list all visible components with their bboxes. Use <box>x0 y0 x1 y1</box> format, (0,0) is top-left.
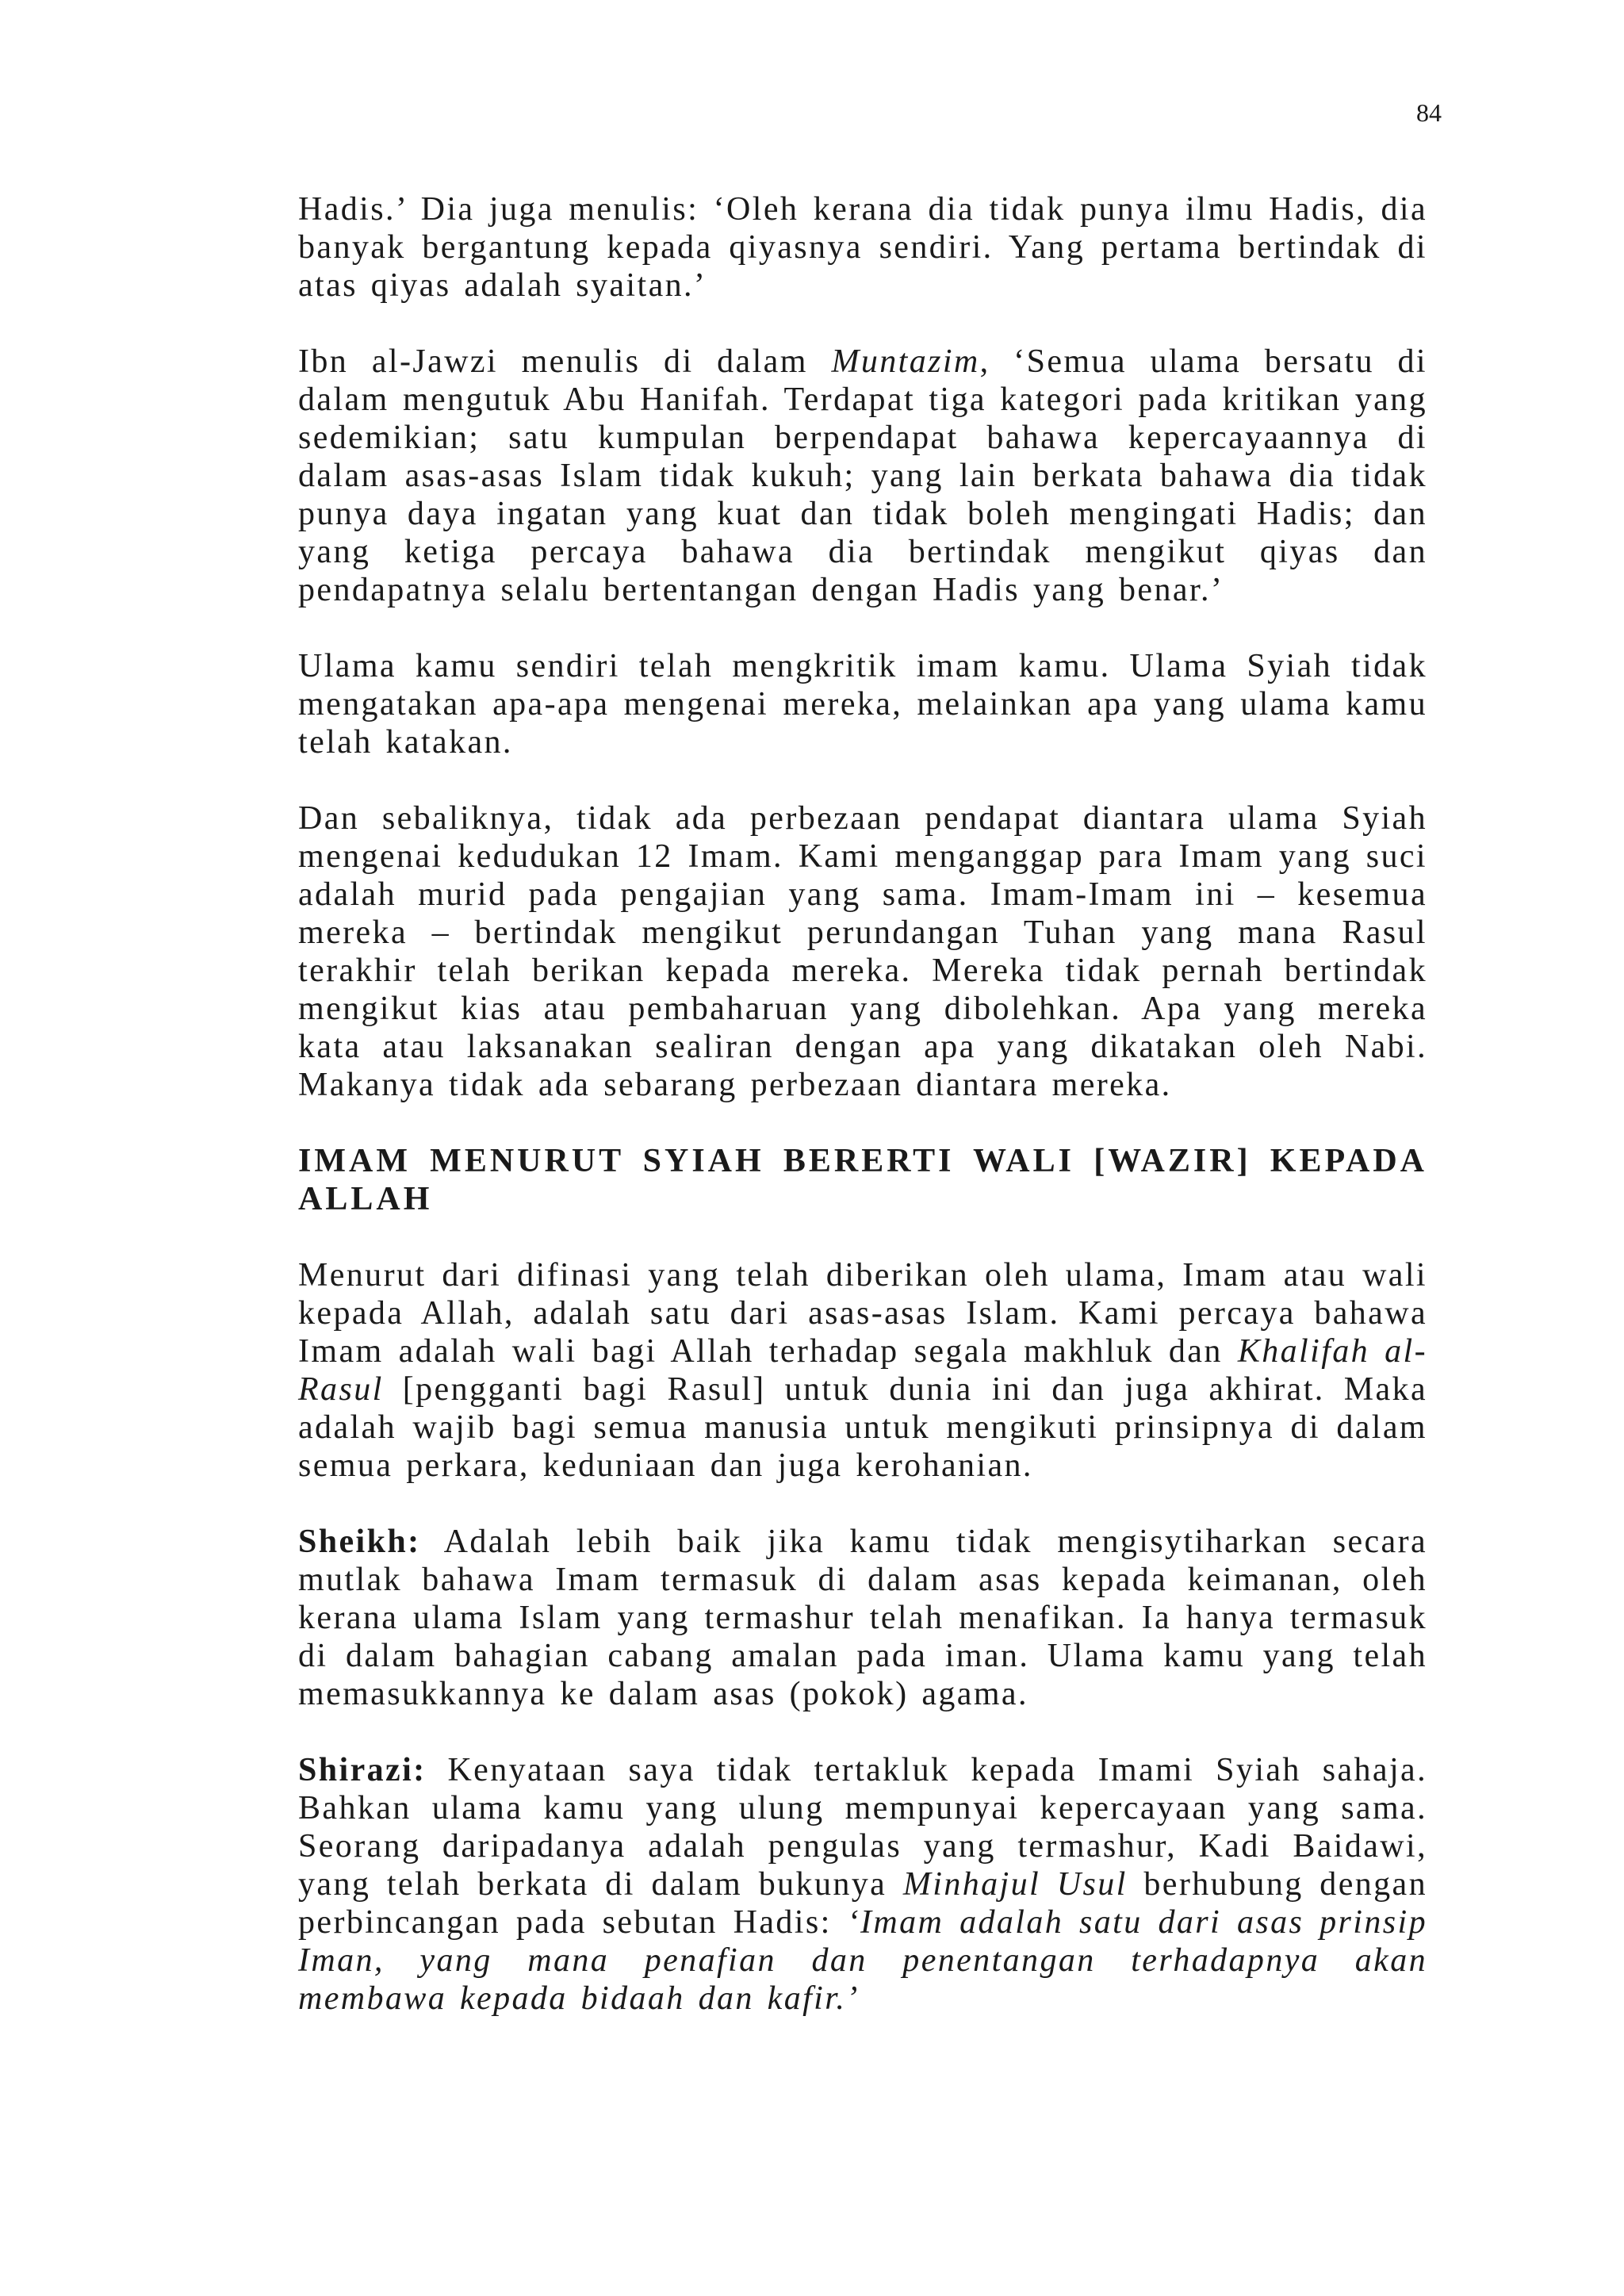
paragraph-sheikh <box>298 1523 1427 1713</box>
paragraph-text: Adalah lebih baik jika kamu tidak mengisytiharkan secara mutlak bahawa Imam termasuk di dalam asas kepada keimanan, oleh kerana ulama Islam yang termashur telah menafikan. Ia hanya termasuk di dalam bahagian cabang amalan pada iman. Ulama kamu yang telah memasukkannya ke dalam asas (pokok) agama. <box>298 1524 1427 1712</box>
paragraph-text: , ‘Semua ulama bersatu di dalam mengutuk Abu Hanifah. Terdapat tiga kategori pada kritikan yang sedemikian; satu kumpulan berpendapat bahawa kepercayaannya di dalam asas-asas Islam tidak kukuh; yang lain berkata bahawa dia tidak punya daya ingatan yang kuat dan tidak boleh mengingati Hadis; dan yang ketiga percaya bahawa dia bertindak mengikut qiyas dan pendapatnya selalu bertentangan dengan Hadis yang benar.’ <box>298 343 1427 608</box>
quote-italic: ‘Imam adalah satu dari asas prinsip Iman, yang mana penafian dan penentangan terhadapnya akan membawa kepada bidaah dan kafir.’ <box>298 1904 1427 2017</box>
paragraph-text: Kenyataan saya tidak tertakluk kepada Imami Syiah sahaja. Bahkan ulama kamu yang ulung mempunyai kepercayaan yang sama. Seorang daripadanya adalah pengulas yang termashur, Kadi Baidawi, yang telah berkata di dalam bukunya <box>298 1752 1427 1903</box>
paragraph-text: [pengganti bagi Rasul] untuk dunia ini dan juga akhirat. Maka adalah wajib bagi semua manusia untuk mengikuti prinsipnya di dalam semua perkara, keduniaan dan juga kerohanian. <box>298 1371 1427 1484</box>
speaker-sheikh: Sheikh: <box>298 1524 421 1560</box>
speaker-shirazi: Shirazi: <box>298 1752 427 1788</box>
paragraph-text: Menurut dari difinasi yang telah diberikan oleh ulama, Imam atau wali kepada Allah, adalah satu dari asas-asas Islam. Kami percaya bahawa Imam adalah wali bagi Allah terhadap segala makhluk dan <box>298 1257 1427 1370</box>
page-number: 84 <box>1416 98 1442 127</box>
paragraph-text: Ibn al-Jawzi menulis di dalam <box>298 343 832 380</box>
paragraph-12-imam: Dan sebaliknya, tidak ada perbezaan pendapat diantara ulama Syiah mengenai kedudukan 12 Imam. Kami menganggap para Imam yang suci adalah murid pada pengajian yang sama. Imam-Imam ini – kesemua mereka – bertindak mengikut perundangan Tuhan yang mana Rasul terakhir telah berikan kepada mereka. Mereka tidak pernah bertindak mengikut kias atau pembaharuan yang dibolehkan. Apa yang mereka kata atau laksanakan sealiran dengan apa yang dikatakan oleh Nabi. Makanya tidak ada sebarang perbezaan diantara mereka. <box>298 800 1427 1103</box>
paragraph-hadis-quote: Hadis.’ Dia juga menulis: ‘Oleh kerana dia tidak punya ilmu Hadis, dia banyak bergantung kepada qiyasnya sendiri. Yang pertama bertindak di atas qiyas adalah syaitan.’ <box>298 191 1427 304</box>
book-title-minhajul-usul: Minhajul Usul <box>902 1866 1128 1903</box>
paragraph-ulama-kamu: Ulama kamu sendiri telah mengkritik imam kamu. Ulama Syiah tidak mengatakan apa-apa mengenai mereka, melainkan apa yang ulama kamu telah katakan. <box>298 648 1427 761</box>
book-title-muntazim: Muntazim <box>831 343 980 380</box>
document-body <box>298 190 1427 2056</box>
section-heading: IMAM MENURUT SYIAH BERERTI WALI [WAZIR] KEPADA ALLAH <box>298 1143 1427 1217</box>
term-khalifah-al-rasul: Khalifah al-Rasul <box>298 1333 1427 1408</box>
paragraph-shirazi <box>298 1751 1427 2018</box>
paragraph-text: berhubung dengan perbincangan pada sebutan Hadis: <box>298 1866 1427 1941</box>
paragraph-ibn-al-jawzi <box>298 343 1427 609</box>
paragraph-imam-definition <box>298 1256 1427 1485</box>
